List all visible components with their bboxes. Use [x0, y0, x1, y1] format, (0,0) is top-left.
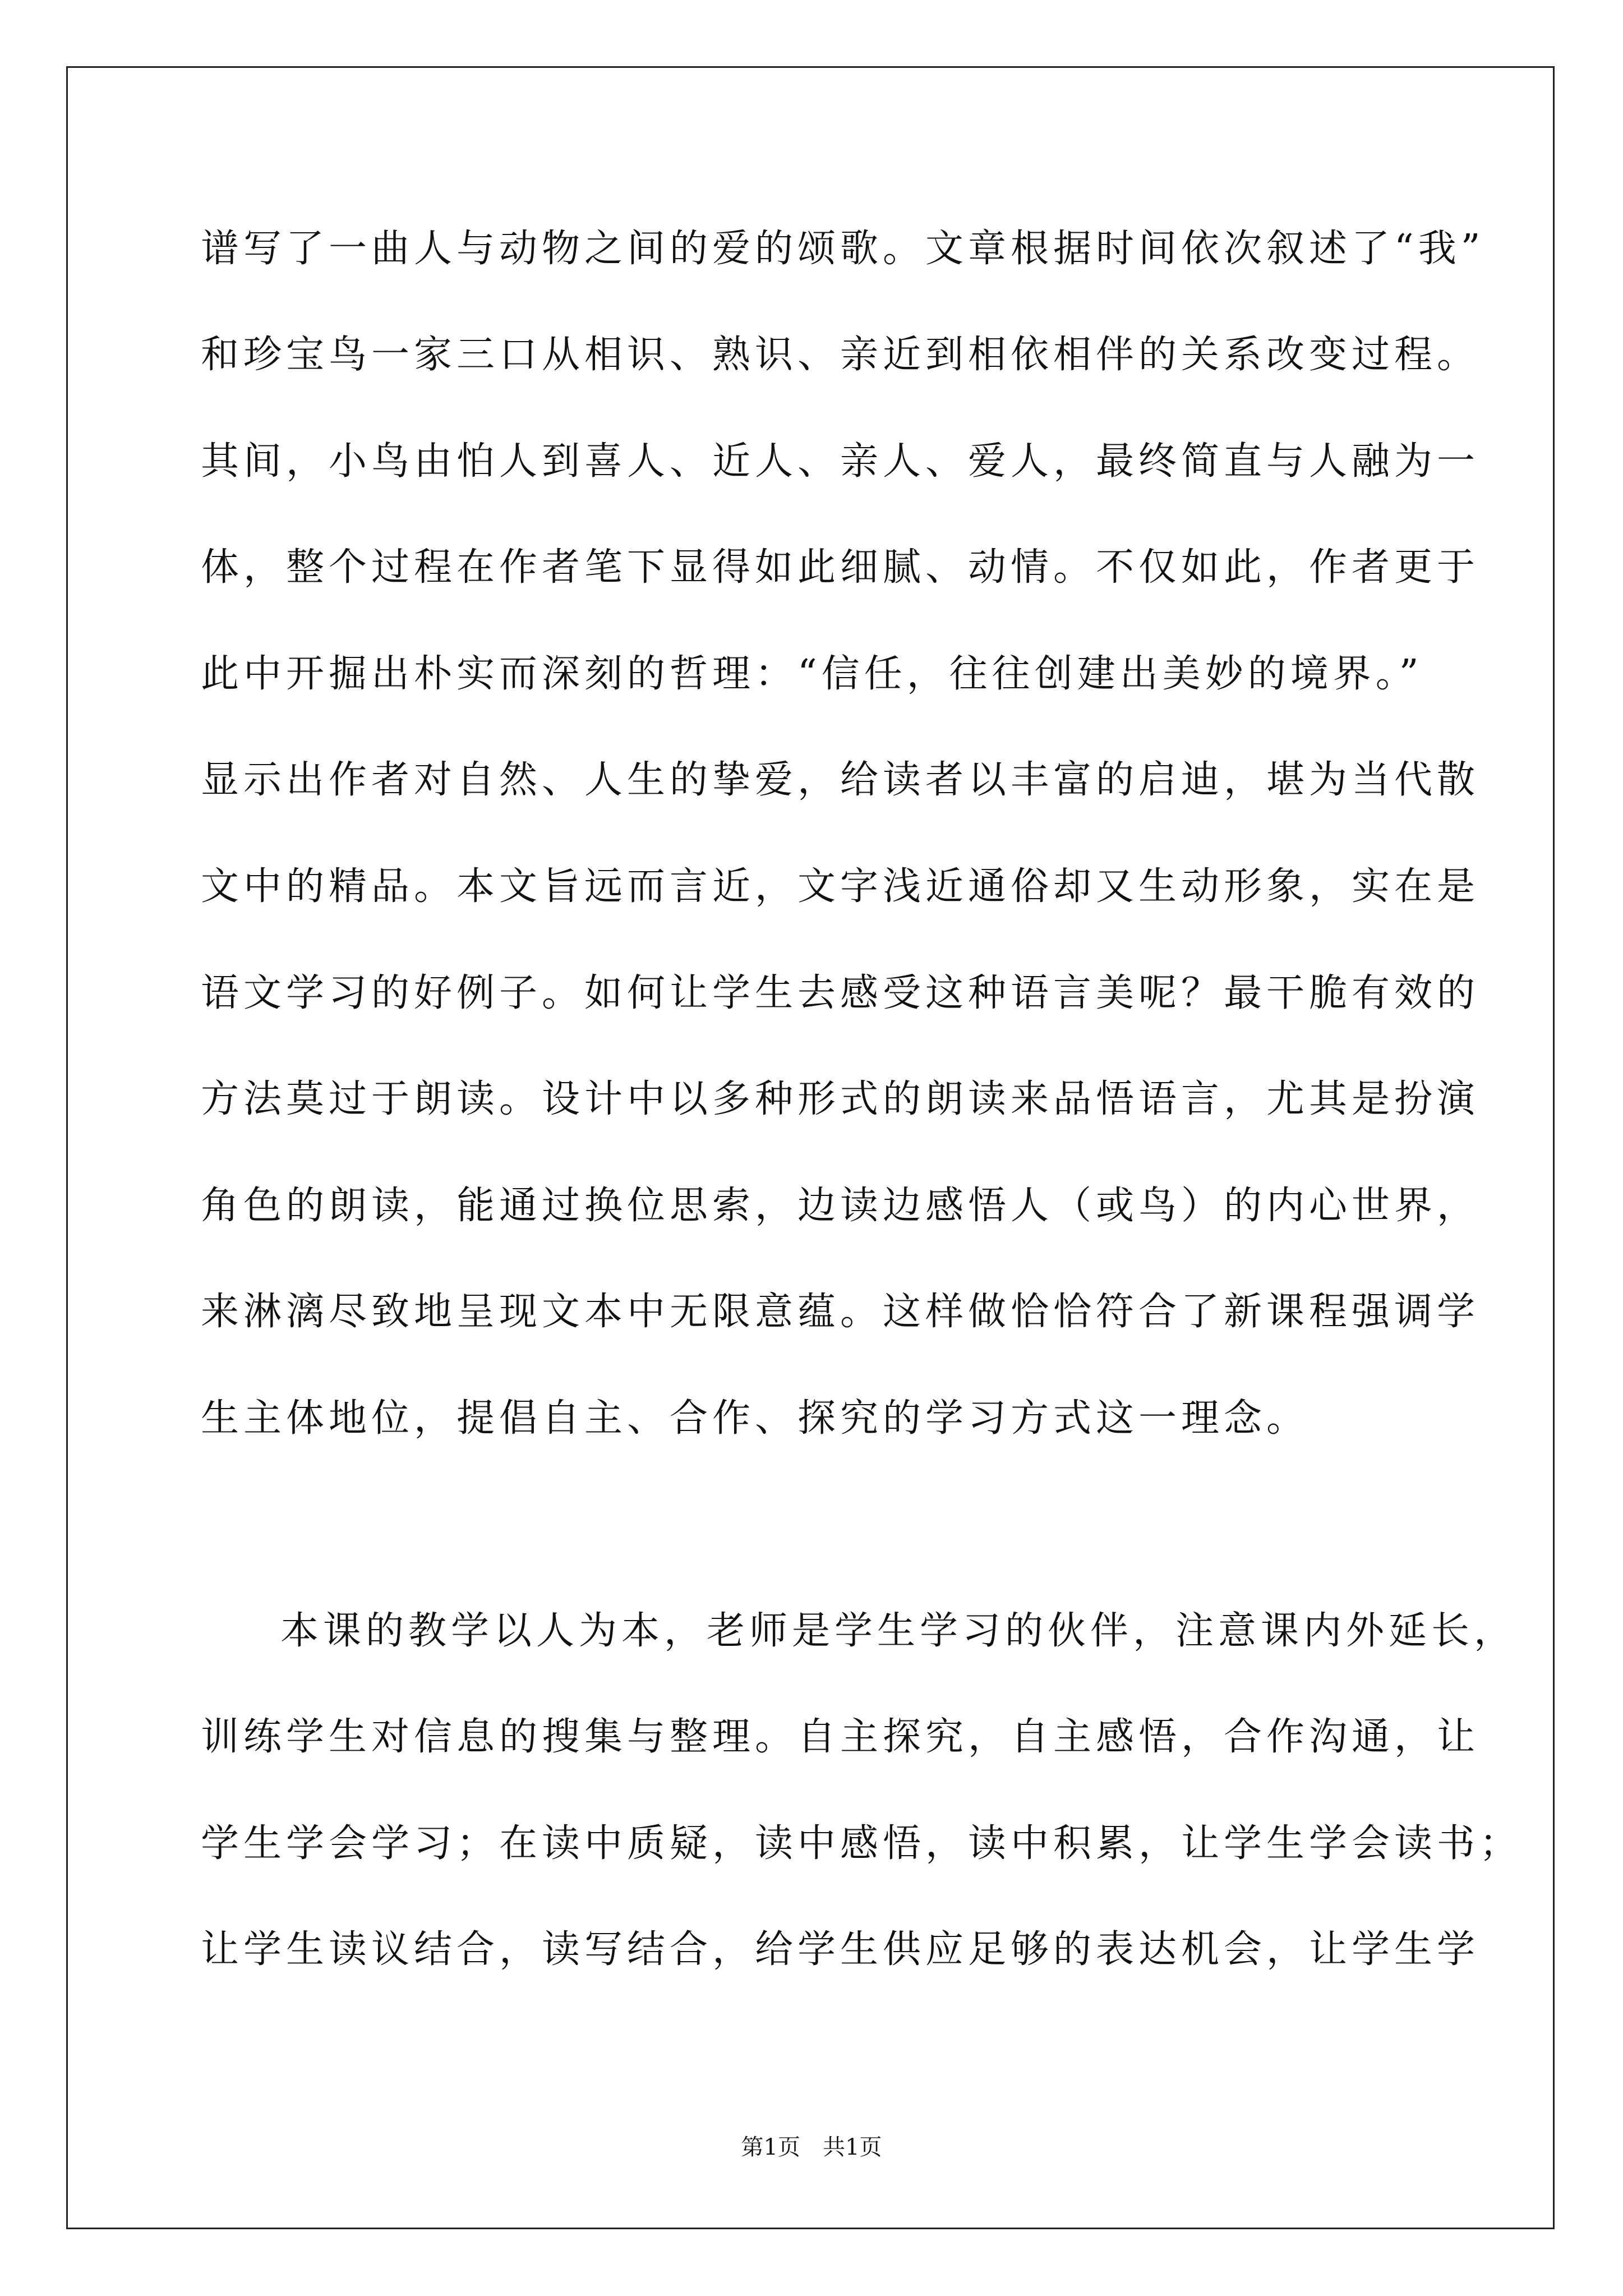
page-border [66, 66, 1555, 2229]
text-line: 语文学习的好例子。如何让学生去感受这种语言美呢？最干脆有效的 [201, 971, 1480, 1015]
text-line: 学生学会学习；在读中质疑，读中感悟，读中积累，让学生学会读书； [201, 1821, 1523, 1866]
text-line: 来淋漓尽致地呈现文本中无限意蕴。这样做恰恰符合了新课程强调学 [201, 1290, 1480, 1334]
text-line: 让学生读议结合，读写结合，给学生供应足够的表达机会，让学生学 [201, 1927, 1480, 1972]
text-line: 显示出作者对自然、人生的挚爱，给读者以丰富的启迪，堪为当代散 [201, 758, 1480, 802]
text-line: 体，整个过程在作者笔下显得如此细腻、动情。不仅如此，作者更于 [201, 545, 1480, 590]
text-line: 训练学生对信息的搜集与整理。自主探究，自主感悟，合作沟通，让 [201, 1715, 1480, 1759]
text-line: 此中开掘出朴实而深刻的哲理：“信任，往往创建出美妙的境界。” [201, 652, 1423, 696]
text-line: 谱写了一曲人与动物之间的爱的颂歌。文章根据时间依次叙述了“我” [201, 227, 1485, 271]
page-footer: 第1页 共1页 [741, 2134, 882, 2160]
text-line: 方法莫过于朗读。设计中以多种形式的朗读来品悟语言，尤其是扮演 [201, 1077, 1480, 1121]
text-line: 和珍宝鸟一家三口从相识、熟识、亲近到相依相伴的关系改变过程。 [201, 333, 1480, 377]
text-line: 其间，小鸟由怕人到喜人、近人、亲人、爱人，最终简直与人融为一 [201, 439, 1480, 484]
text-line: 本课的教学以人为本，老师是学生学习的伙伴，注意课内外延长， [280, 1609, 1517, 1653]
text-line: 生主体地位，提倡自主、合作、探究的学习方式这一理念。 [201, 1396, 1310, 1441]
text-line: 角色的朗读，能通过换位思索，边读边感悟人（或鸟）的内心世界， [201, 1184, 1480, 1228]
text-line: 文中的精品。本文旨远而言近，文字浅近通俗却又生动形象，实在是 [201, 864, 1480, 909]
